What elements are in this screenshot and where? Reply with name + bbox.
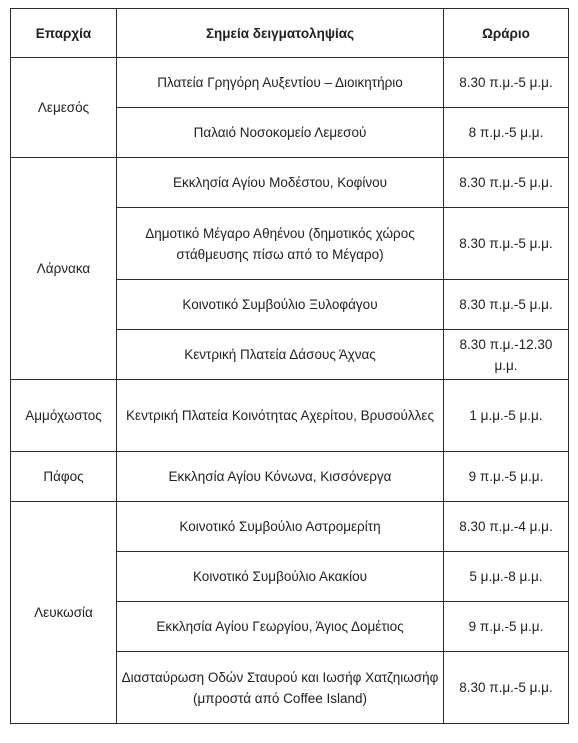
header-hours: Ωράριο: [444, 9, 569, 58]
location-cell: Εκκλησία Αγίου Γεωργίου, Άγιος Δομέτιος: [117, 602, 444, 652]
hours-cell: 9 π.μ.-5 μ.μ.: [444, 602, 569, 652]
sampling-points-table-container: [10, 8, 568, 724]
location-cell: Κοινοτικό Συμβούλιο Ξυλοφάγου: [117, 280, 444, 330]
sampling-points-table: [10, 8, 569, 724]
hours-cell: 8.30 π.μ.-12.30 μ.μ.: [444, 330, 569, 380]
location-cell: Παλαιό Νοσοκομείο Λεμεσού: [117, 108, 444, 158]
region-cell-larnaca: Λάρνακα: [11, 158, 117, 380]
hours-cell: 5 μ.μ.-8 μ.μ.: [444, 552, 569, 602]
hours-cell: 8.30 π.μ.-5 μ.μ.: [444, 280, 569, 330]
region-cell-famagusta: Αμμόχωστος: [11, 380, 117, 452]
header-region: Επαρχία: [11, 9, 117, 58]
location-cell: Διασταύρωση Οδών Σταυρού και Ιωσήφ Χατζηιωσήφ (μπροστά από Coffee Island): [117, 652, 444, 724]
location-cell: Εκκλησία Αγίου Κόνωνα, Κισσόνεργα: [117, 452, 444, 502]
location-cell: Πλατεία Γρηγόρη Αυξεντίου – Διοικητήριο: [117, 58, 444, 108]
hours-cell: 1 μ.μ.-5 μ.μ.: [444, 380, 569, 452]
location-cell: Κεντρική Πλατεία Κοινότητας Αχερίτου, Βρυσούλλες: [117, 380, 444, 452]
table-row: [11, 452, 569, 502]
hours-cell: 8.30 π.μ.-5 μ.μ.: [444, 652, 569, 724]
table-row: [11, 502, 569, 552]
table-row: [11, 58, 569, 108]
location-cell: Κοινοτικό Συμβούλιο Αστρομερίτη: [117, 502, 444, 552]
table-header-row: [11, 9, 569, 58]
hours-cell: 8.30 π.μ.-5 μ.μ.: [444, 158, 569, 208]
location-cell: Εκκλησία Αγίου Μοδέστου, Κοφίνου: [117, 158, 444, 208]
region-cell-limassol: Λεμεσός: [11, 58, 117, 158]
region-cell-nicosia: Λευκωσία: [11, 502, 117, 724]
hours-cell: 8.30 π.μ.-5 μ.μ.: [444, 208, 569, 280]
hours-cell: 8 π.μ.-5 μ.μ.: [444, 108, 569, 158]
table-row: [11, 158, 569, 208]
region-cell-paphos: Πάφος: [11, 452, 117, 502]
hours-cell: 8.30 π.μ.-4 μ.μ.: [444, 502, 569, 552]
table-row: [11, 380, 569, 452]
header-location: Σημεία δειγματοληψίας: [117, 9, 444, 58]
hours-cell: 8.30 π.μ.-5 μ.μ.: [444, 58, 569, 108]
hours-cell: 9 π.μ.-5 μ.μ.: [444, 452, 569, 502]
location-cell: Κοινοτικό Συμβούλιο Ακακίου: [117, 552, 444, 602]
location-cell: Δημοτικό Μέγαρο Αθηένου (δημοτικός χώρος στάθμευσης πίσω από το Μέγαρο): [117, 208, 444, 280]
location-cell: Κεντρική Πλατεία Δάσους Άχνας: [117, 330, 444, 380]
